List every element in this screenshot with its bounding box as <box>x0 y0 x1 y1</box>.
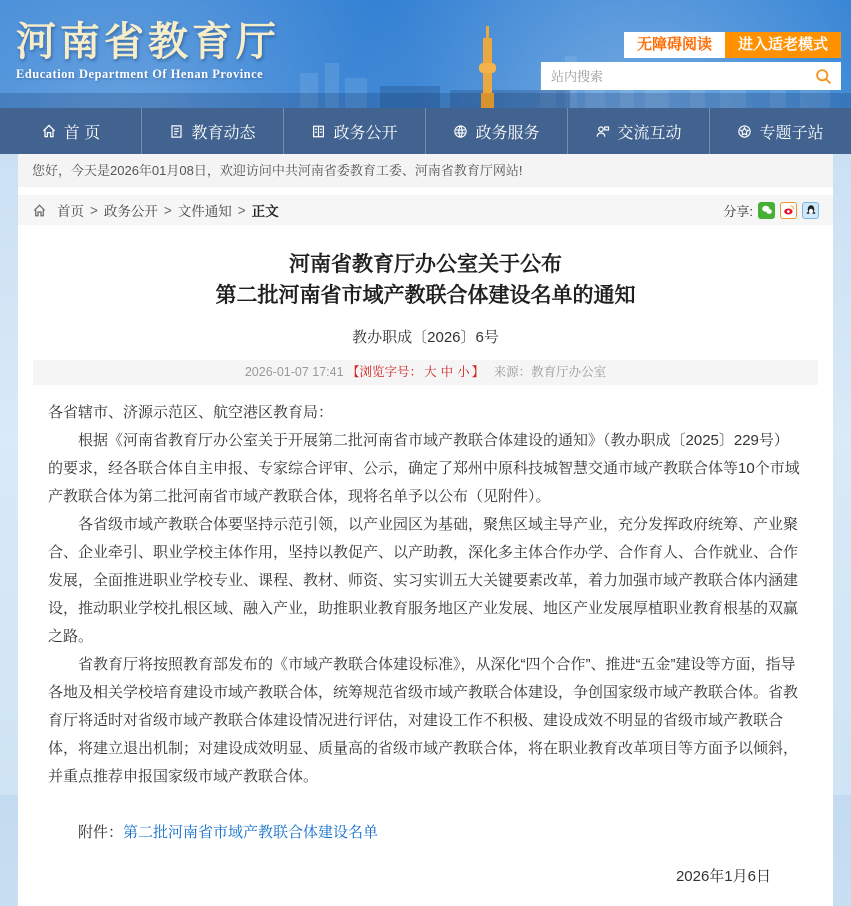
article-title-line2: 第二批河南省市域产教联合体建设名单的通知 <box>215 284 636 307</box>
sign-date: 2026年1月6日 <box>675 868 771 885</box>
breadcrumb-item-current: 正文 <box>251 204 279 219</box>
site-title: 河南省教育厅 <box>16 19 280 64</box>
qq-share-icon[interactable] <box>802 202 819 219</box>
interaction-icon <box>595 124 610 139</box>
greeting-bar: 您好，今天是2026年01月08日，欢迎访问中共河南省委教育工委、河南省教育厅网站! <box>18 154 833 187</box>
nav-item-home[interactable] <box>0 108 142 154</box>
paragraph: 各省辖市、济源示范区、航空港区教育局： <box>48 404 334 421</box>
nav-item-interaction[interactable] <box>568 108 710 154</box>
article-body <box>18 385 833 886</box>
publish-datetime: 2026-01-07 17:41 <box>244 365 344 379</box>
nav-label: 政务公开 <box>333 124 398 142</box>
share-label: 分享: <box>723 203 753 219</box>
gov-service-icon <box>453 124 468 139</box>
nav-item-gov-service[interactable] <box>426 108 568 154</box>
subsite-icon <box>737 124 752 139</box>
paragraph: 根据《河南省教育厅办公室关于开展第二批河南省市域产教联合体建设的通知》（教办职成〔2025〕229号）的要求，经各联合体自主申报、专家综合评审、公示，确定了郑州中原科技城智慧交通市域产教联合体等10个市域产教联合体为第二批河南省市域产教联合体，现将名单予以公布（见附件）。 <box>48 432 800 505</box>
tower-silhouette <box>479 26 496 108</box>
breadcrumb-item-home[interactable]: 首页 <box>57 204 84 219</box>
nav-label: 政务服务 <box>475 124 540 142</box>
attachment-link[interactable]: 第二批河南省市域产教联合体建设名单 <box>123 824 379 841</box>
main-nav <box>0 108 851 154</box>
article-title-line1: 河南省教育厅办公室关于公布 <box>289 253 562 276</box>
site-subtitle: Education Department Of Henan Province <box>16 67 264 81</box>
paragraph: 各省级市域产教联合体要坚持示范引领，以产业园区为基础，聚焦区域主导产业，充分发挥政府统筹、产业聚合、企业牵引、职业学校主体作用，坚持以教促产、以产助教，深化多主体合作办学、合作育人、合作就业、合作发展，全面推进职业学校专业、课程、教材、师资、实习实训五大关键要素改革，着力加强市域产教联合体内涵建设，推动职业学校扎根区域、融入产业，助推职业教育服务地区产业发展、地区产业发展厚植职业教育根基的双赢之路。 <box>48 516 799 645</box>
nav-label: 教育动态 <box>191 124 256 142</box>
wechat-share-icon[interactable] <box>758 202 775 219</box>
site-search <box>541 62 841 90</box>
article <box>18 225 833 886</box>
font-size-label-close: 】 <box>471 365 485 379</box>
paragraph: 省教育厅将按照教育部发布的《市域产教联合体建设标准》，从深化“四个合作”、推进“五金”建设等方面，指导各地及相关学校培育建设市域产教联合体，统筹规范省级市域产教联合体建设，争创国家级市域产教联合体。省教育厅将适时对省级市域产教联合体建设情况进行评估，对建设工作不积极、建设成效不明显的省级市域产教联合体，将建立退出机制；对建设成效明显、质量高的省级市域产教联合体，将在职业教育改革项目等方面予以倾斜，并重点推荐申报国家级市域产教联合体。 <box>48 656 799 785</box>
site-header <box>0 0 851 108</box>
article-source: 来源：教育厅办公室 <box>493 365 607 379</box>
breadcrumb-separator: > <box>237 202 246 218</box>
search-input[interactable] <box>551 69 813 84</box>
news-icon <box>169 124 184 139</box>
article-meta-bar <box>33 360 818 385</box>
site-logo[interactable] <box>16 20 280 82</box>
nav-item-education-news[interactable] <box>142 108 284 154</box>
elder-mode-button[interactable]: 进入适老模式 <box>725 32 841 58</box>
nav-label: 交流互动 <box>617 124 682 142</box>
nav-label: 首 页 <box>63 124 101 142</box>
article-title <box>18 249 833 311</box>
doc-number: 教办职成〔2026〕6号 <box>352 329 499 346</box>
breadcrumb-separator: > <box>163 202 172 218</box>
breadcrumb-separator: > <box>90 202 98 218</box>
weibo-share-icon[interactable] <box>780 202 797 219</box>
attachment-label: 附件： <box>78 824 124 841</box>
search-icon[interactable] <box>813 66 833 86</box>
breadcrumb-item-file-notice[interactable]: 文件通知 <box>177 204 232 219</box>
gov-open-icon <box>311 124 326 139</box>
font-size-small-button[interactable]: 小 <box>457 365 470 379</box>
font-size-large-button[interactable]: 大 <box>424 365 437 379</box>
nav-label: 专题子站 <box>759 124 824 142</box>
content-wrapper <box>18 154 833 906</box>
nav-item-gov-open[interactable] <box>284 108 426 154</box>
breadcrumb <box>18 195 833 225</box>
nav-item-subsite[interactable] <box>710 108 851 154</box>
breadcrumb-home-icon <box>32 203 47 218</box>
font-size-label: 【浏览字号： <box>347 365 423 379</box>
font-size-medium-button[interactable]: 中 <box>440 365 454 379</box>
breadcrumb-item-gov-open[interactable]: 政务公开 <box>103 204 158 219</box>
accessibility-reading-button[interactable]: 无障碍阅读 <box>624 32 725 58</box>
home-icon <box>41 123 57 139</box>
attachment-row <box>48 819 803 847</box>
